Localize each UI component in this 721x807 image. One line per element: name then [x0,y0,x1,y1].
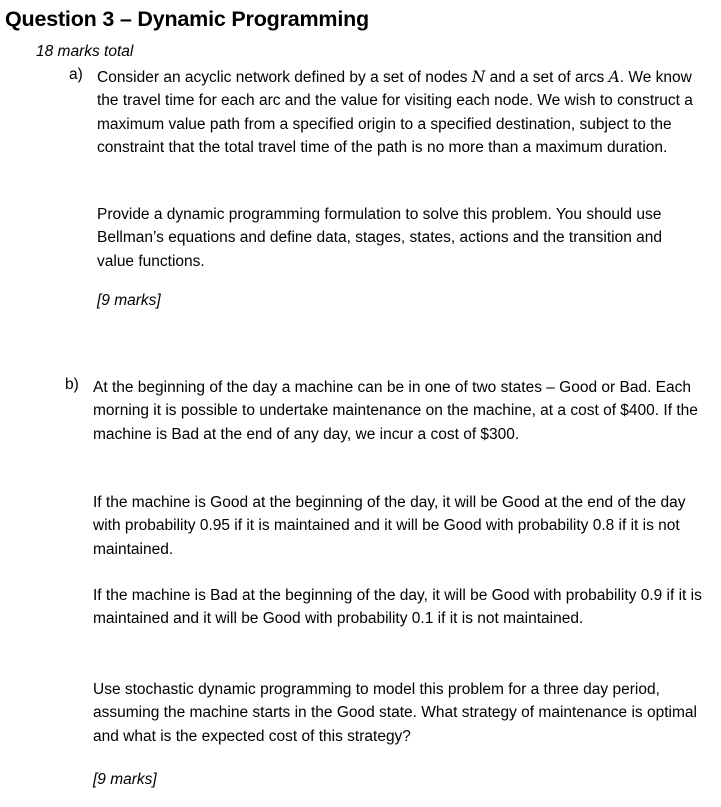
part-b-paragraph-2: If the machine is Good at the beginning of the day, it will be Good at the end of the day with probability 0.95 if it is maintained and it will be Good with probability 0.8 if it is not maintained. [93,494,686,558]
question-title: Question 3 – Dynamic Programming [5,7,369,31]
nodes-symbol: N [471,68,486,86]
part-b-label: b) [65,376,79,393]
part-a-paragraph-1 [97,66,697,159]
arcs-symbol: A [608,68,620,86]
part-b-paragraph-4: Use stochastic dynamic programming to model this problem for a three day period, assuming the machine starts in the Good state. What strategy of maintenance is optimal and what is the expected cost of this strategy? [93,681,697,745]
part-a-text-rest: . We know the travel time for each arc and the value for visiting each node. We wish to construct a maximum value path from a specified origin to a specified destination, subject to the constraint that the total travel time of the path is no more than a maximum duration. [97,69,693,156]
part-a-marks: [9 marks] [97,292,161,309]
part-a-text-start: Consider an acyclic network defined by a set of nodes [97,69,472,86]
part-a-label: a) [69,66,83,83]
marks-total: 18 marks total [36,43,134,60]
part-b-paragraph-3: If the machine is Bad at the beginning of the day, it will be Good with probability 0.9 if it is maintained and it will be Good with probability 0.1 if it is not maintained. [93,587,702,628]
part-b-paragraph-1: At the beginning of the day a machine can be in one of two states – Good or Bad. Each morning it is possible to undertake maintenance on the machine, at a cost of $400. If the machine is Bad at the end of any day, we incur a cost of $300. [93,379,698,443]
part-a-paragraph-2: Provide a dynamic programming formulation to solve this problem. You should use Bellman’s equations and define data, stages, states, actions and the transition and value functions. [97,206,662,270]
part-a-text-middle: and a set of arcs [485,69,609,86]
part-b-marks: [9 marks] [93,771,157,788]
